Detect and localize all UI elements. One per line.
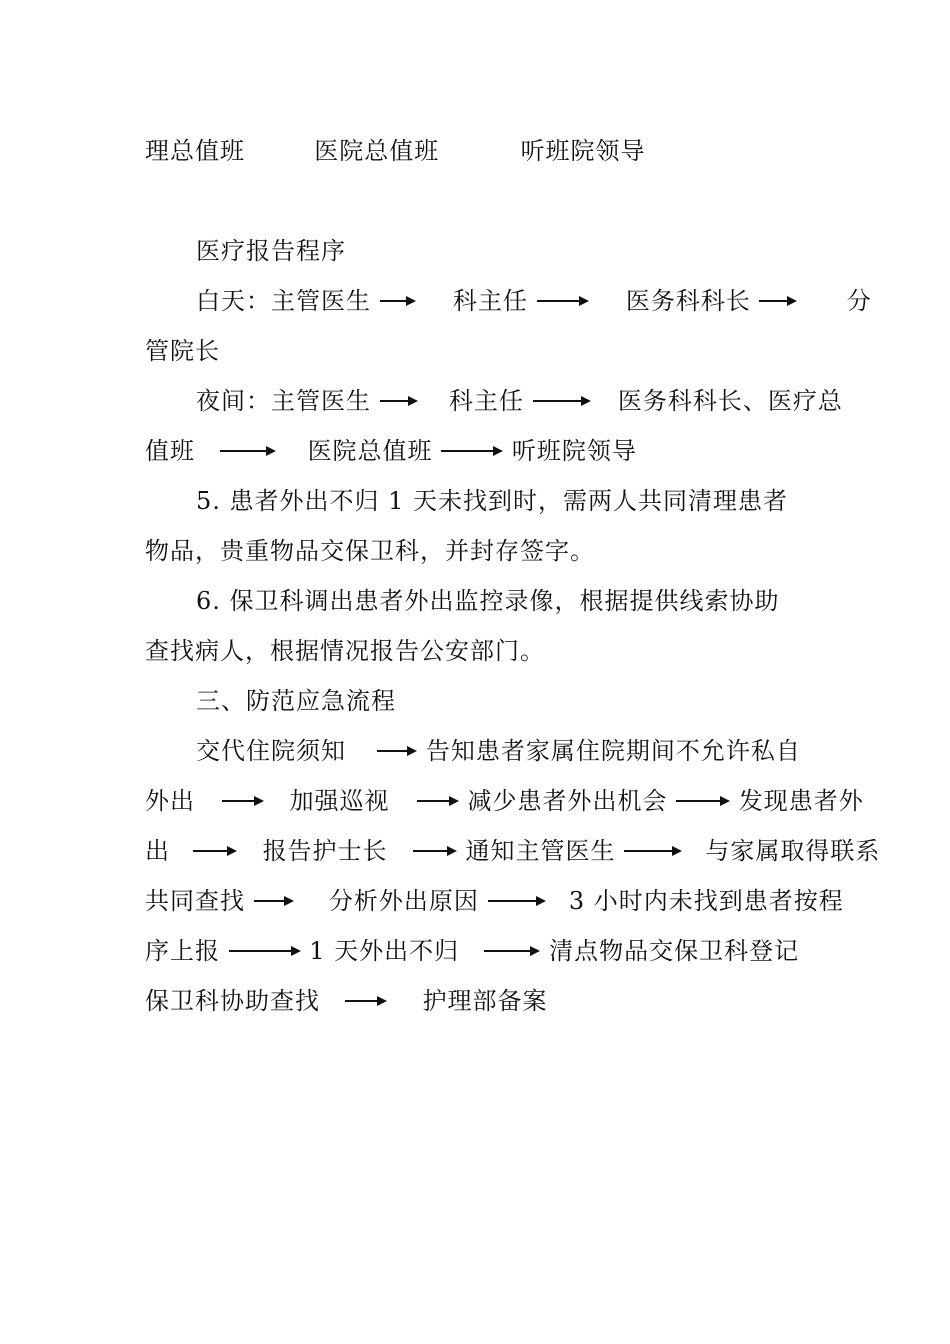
report-heading <box>196 234 346 266</box>
flow-step-report-nurse: 报告护士长 <box>262 836 388 865</box>
night-step-4: 医院总值班 <box>307 436 433 465</box>
arrow-icon <box>377 745 417 757</box>
item5-line1 <box>196 484 788 516</box>
night-line-cont <box>145 434 637 466</box>
day-line <box>196 284 872 316</box>
arrow-icon <box>220 445 276 457</box>
day-step-4a: 分 <box>846 286 872 315</box>
flow-step-3h-cont: 序上报 <box>145 936 220 965</box>
flow-step-3h: 3 小时内未找到患者按程 <box>568 886 844 915</box>
flow-step-inform: 告知患者家属住院期间不允许私自 <box>425 736 801 765</box>
flow-line-5 <box>145 934 799 966</box>
flow-line-4 <box>145 884 844 916</box>
flow-step-discover: 发现患者外 <box>738 786 864 815</box>
night-prefix: 夜间：主管医生 <box>196 386 371 415</box>
flow-line-2 <box>145 784 864 816</box>
flow-line-1 <box>196 734 801 766</box>
day-step-2: 科主任 <box>452 286 528 315</box>
arrow-icon <box>345 995 387 1007</box>
arrow-icon <box>222 795 264 807</box>
arrow-icon <box>193 845 237 857</box>
arrow-icon <box>759 295 797 307</box>
arrow-icon <box>417 795 459 807</box>
arrow-icon <box>533 395 591 407</box>
arrow-icon <box>380 395 418 407</box>
top-line <box>145 134 646 166</box>
flow-line-6 <box>145 984 548 1016</box>
arrow-icon <box>413 845 457 857</box>
day-line-cont <box>145 334 220 366</box>
flow-step-patrol: 加强巡视 <box>289 786 390 815</box>
item5-line2 <box>145 534 595 566</box>
arrow-icon <box>441 445 503 457</box>
flow-step-reduce: 减少患者外出机会 <box>467 786 668 815</box>
top-text-a: 理总值班 <box>145 136 245 165</box>
day-prefix: 白天：主管医生 <box>196 286 371 315</box>
item5-text-2: 物品，贵重物品交保卫科，并封存签字。 <box>145 536 595 565</box>
day-step-3: 医务科科长 <box>625 286 751 315</box>
flow-step-search: 共同查找 <box>145 886 245 915</box>
section3-heading <box>196 684 396 716</box>
report-heading-text: 医疗报告程序 <box>196 236 346 265</box>
night-line <box>196 384 843 416</box>
flow-step-inform-cont: 外出 <box>145 786 195 815</box>
flow-line-3 <box>145 834 880 866</box>
flow-step-inventory: 清点物品交保卫科登记 <box>549 936 800 965</box>
arrow-icon <box>537 295 589 307</box>
flow-step-notify-doctor: 通知主管医生 <box>465 836 616 865</box>
item6-line2 <box>145 634 545 666</box>
section3-heading-text: 三、防范应急流程 <box>196 686 396 715</box>
item6-line1 <box>196 584 780 616</box>
arrow-icon <box>624 845 682 857</box>
night-step-2: 科主任 <box>448 386 524 415</box>
flow-step-analyze: 分析外出原因 <box>328 886 479 915</box>
day-step-4b: 管院长 <box>145 336 220 365</box>
flow-step-1day: 1 天外出不归 <box>309 936 460 965</box>
top-text-c: 听班院领导 <box>520 136 646 165</box>
arrow-icon <box>676 795 730 807</box>
item6-text-1: 6. 保卫科调出患者外出监控录像，根据提供线索协助 <box>196 586 780 615</box>
top-text-b: 医院总值班 <box>314 136 440 165</box>
flow-step-discover-cont: 出 <box>145 836 170 865</box>
night-step-3b: 值班 <box>145 436 195 465</box>
flow-step-contact-family: 与家属取得联系 <box>705 836 881 865</box>
arrow-icon <box>254 895 294 907</box>
item5-text-1: 5. 患者外出不归 1 天未找到时，需两人共同清理患者 <box>196 486 789 515</box>
flow-step-instruct: 交代住院须知 <box>196 736 346 765</box>
flow-step-security: 保卫科协助查找 <box>145 986 320 1015</box>
night-step-3a: 医务科科长、医疗总 <box>617 386 843 415</box>
flow-step-archive: 护理部备案 <box>422 986 548 1015</box>
arrow-icon <box>484 945 540 957</box>
night-step-5: 听班院领导 <box>511 436 637 465</box>
arrow-icon <box>488 895 546 907</box>
arrow-icon <box>380 295 416 307</box>
arrow-icon <box>229 945 301 957</box>
item6-text-2: 查找病人，根据情况报告公安部门。 <box>145 636 545 665</box>
